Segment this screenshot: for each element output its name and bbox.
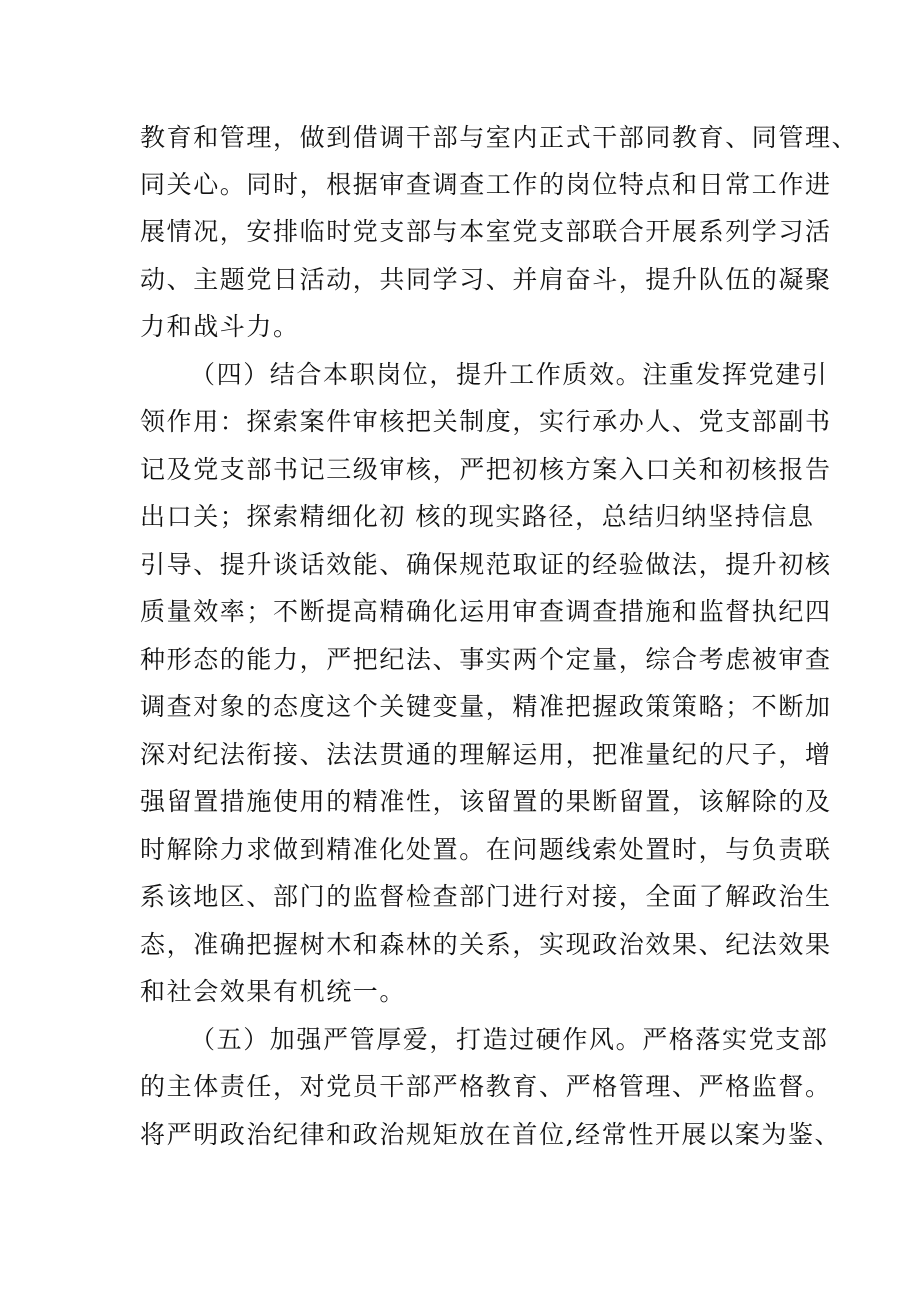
text-line-19: 和社会效果有机统一。: [140, 977, 407, 1006]
text-line-4: 动、主题党日活动，共同学习、并肩奋斗，提升队伍的凝聚: [140, 265, 832, 294]
text-line-13: 调查对象的态度这个关键变量，精准把握政策策略；不断加: [140, 692, 832, 721]
text-line-22: 将严明政治纪律和政治规矩放在首位,经常性开展以案为鉴、: [140, 1120, 842, 1149]
text-line-2: 同关心。同时，根据审查调查工作的岗位特点和日常工作进: [140, 170, 832, 199]
text-line-1: 教育和管理，做到借调干部与室内正式干部同教育、同管理、: [140, 123, 859, 152]
text-line-16: 时解除力求做到精准化处置。在问题线索处置时，与负责联: [140, 835, 832, 864]
paragraph-four-heading-line: （四）结合本职岗位，提升工作质效。注重发挥党建引: [190, 360, 829, 389]
text-line-21: 的主体责任，对党员干部严格教育、严格管理、严格监督。: [140, 1072, 832, 1101]
text-line-8: 记及党支部书记三级审核，严把初核方案入口关和初核报告: [140, 455, 832, 484]
text-line-14: 深对纪法衔接、法法贯通的理解运用，把准量纪的尺子，增: [140, 740, 832, 769]
text-line-18: 态，准确把握树木和森林的关系，实现政治效果、纪法效果: [140, 930, 832, 959]
text-line-11: 质量效率；不断提高精确化运用审查调查措施和监督执纪四: [140, 597, 832, 626]
text-line-12: 种形态的能力，严把纪法、事实两个定量，综合考虑被审查: [140, 645, 832, 674]
text-line-9: 出口关；探索精细化初 核的现实路径，总结归纳坚持信息: [140, 502, 815, 531]
text-line-17: 系该地区、部门的监督检查部门进行对接，全面了解政治生: [140, 882, 832, 911]
text-line-7: 领作用：探索案件审核把关制度，实行承办人、党支部副书: [140, 407, 832, 436]
paragraph-five-heading-line: （五）加强严管厚爱，打造过硬作风。严格落实党支部: [190, 1025, 829, 1054]
text-line-5: 力和战斗力。: [140, 312, 300, 341]
text-line-10: 引导、提升谈话效能、确保规范取证的经验做法，提升初核: [140, 550, 832, 579]
text-line-3: 展情况，安排临时党支部与本室党支部联合开展系列学习活: [140, 217, 832, 246]
text-line-15: 强留置措施使用的精准性，该留置的果断留置，该解除的及: [140, 787, 832, 816]
